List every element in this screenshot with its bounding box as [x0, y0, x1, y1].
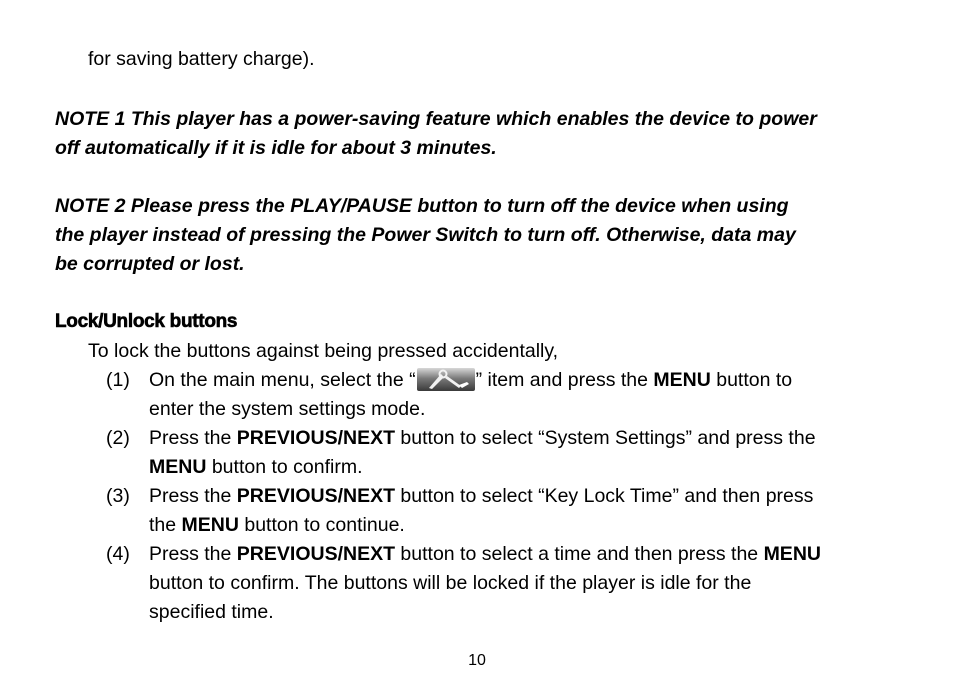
settings-tools-icon: [417, 368, 475, 391]
step-2-number: (2): [106, 427, 130, 449]
page-number: 10: [468, 652, 486, 669]
step-3-text-b: button to select “Key Lock Time” and then press: [395, 485, 814, 507]
step-2-menu-label: MENU: [149, 456, 207, 478]
step-1-text-b: ” item and press the: [475, 369, 654, 391]
step-4-prevnext-label: PREVIOUS/NEXT: [236, 543, 395, 565]
step-3-number: (3): [106, 485, 130, 507]
intro-line: for saving battery charge).: [88, 48, 315, 70]
step-1-menu-label: MENU: [653, 369, 711, 391]
step-3-line-2: [149, 513, 405, 537]
step-1-number: (1): [106, 369, 130, 391]
step-1-text-a: On the main menu, select the “: [149, 369, 416, 391]
step-3-text-a: Press the: [149, 485, 237, 507]
step-2-text-c: button to confirm.: [206, 456, 363, 478]
step-4-text-a: Press the: [149, 543, 237, 565]
note-2-line-3: be corrupted or lost.: [55, 253, 245, 275]
note-2-line-2: the player instead of pressing the Power Switch to turn off. Otherwise, data may: [55, 224, 796, 246]
step-3-menu-label: MENU: [181, 514, 239, 536]
note-2-line-1: NOTE 2 Please press the PLAY/PAUSE button to turn off the device when using: [55, 195, 789, 217]
section-heading: Lock/Unlock buttons: [55, 311, 238, 332]
step-3-text-d: button to continue.: [238, 514, 405, 536]
step-3-line-1: [149, 484, 813, 508]
note-1-line-2: off automatically if it is idle for about 3 minutes.: [55, 137, 497, 159]
step-1-line-2: enter the system settings mode.: [149, 398, 426, 420]
note-1-line-1: NOTE 1 This player has a power-saving feature which enables the device to power: [55, 108, 817, 130]
section-intro: To lock the buttons against being pressed accidentally,: [88, 340, 559, 362]
step-4-text-b: button to select a time and then press the: [395, 543, 764, 565]
step-4-line-3: specified time.: [149, 601, 274, 623]
step-2-line-1: [149, 426, 816, 450]
step-3-prevnext-label: PREVIOUS/NEXT: [236, 485, 395, 507]
step-4-menu-label: MENU: [763, 543, 821, 565]
step-1-text-c: button to: [710, 369, 793, 391]
step-1-line-1: [149, 368, 792, 392]
step-4-number: (4): [106, 543, 130, 565]
step-4-line-1: [149, 542, 821, 566]
step-2-text-b: button to select “System Settings” and press the: [395, 427, 816, 449]
step-2-line-2: [149, 455, 363, 479]
step-3-text-c: the: [149, 514, 182, 536]
step-2-text-a: Press the: [149, 427, 237, 449]
step-2-prevnext-label: PREVIOUS/NEXT: [236, 427, 395, 449]
step-4-line-2: button to confirm. The buttons will be locked if the player is idle for the: [149, 572, 752, 594]
